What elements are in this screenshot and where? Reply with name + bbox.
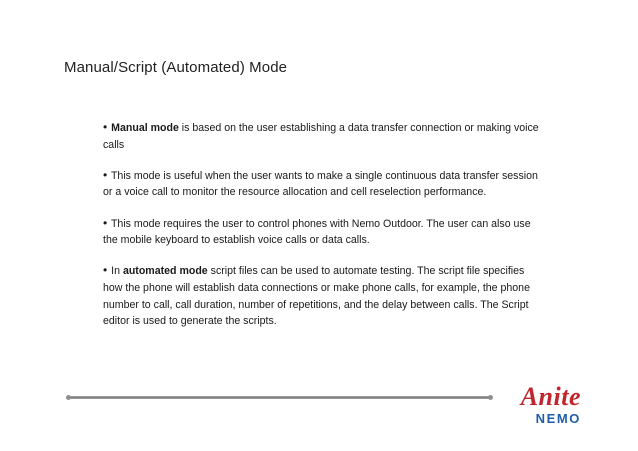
bullet-item-automated-mode [103, 262, 543, 329]
bullet-list [103, 119, 543, 343]
bullet-text: This mode requires the user to control phones with Nemo Outdoor. The user can also use the mobile keyboard to establish voice calls or data calls. [103, 217, 531, 247]
bullet-lead-text: In [108, 265, 123, 278]
bullet-text: is based on the user establishing a data transfer connection or making voice calls [103, 122, 539, 151]
bullet-marker: • [103, 263, 108, 278]
bullet-bold-text: Manual mode [111, 122, 179, 134]
bullet-marker: • [103, 120, 108, 134]
bullet-item-requires [103, 215, 543, 249]
logo-anite-wordmark: Anite [520, 382, 581, 411]
bullet-marker: • [103, 167, 108, 182]
bullet-item-manual-mode [103, 119, 543, 153]
slide-title: Manual/Script (Automated) Mode [64, 59, 288, 76]
anite-nemo-logo [505, 382, 585, 430]
bullet-item-useful [103, 167, 543, 201]
divider-endcap-right [488, 395, 493, 400]
logo-nemo-wordmark: NEMO [535, 411, 581, 426]
bullet-marker: • [103, 215, 108, 230]
bullet-text: This mode is useful when the user wants to make a single continuous data transfer session or a voice call to monitor the resource allocation and cell reselection performance. [103, 169, 538, 199]
bullet-bold-text: automated mode [122, 265, 208, 278]
footer-divider [68, 396, 490, 399]
bullet-text: script files can be used to automate testing. The script file specifies how the phone will establish data connections or make phone calls, for example, the phone number to call, call duration, number of repetitions, and the delay between calls. The Script editor is used to generate the scripts. [103, 265, 530, 328]
